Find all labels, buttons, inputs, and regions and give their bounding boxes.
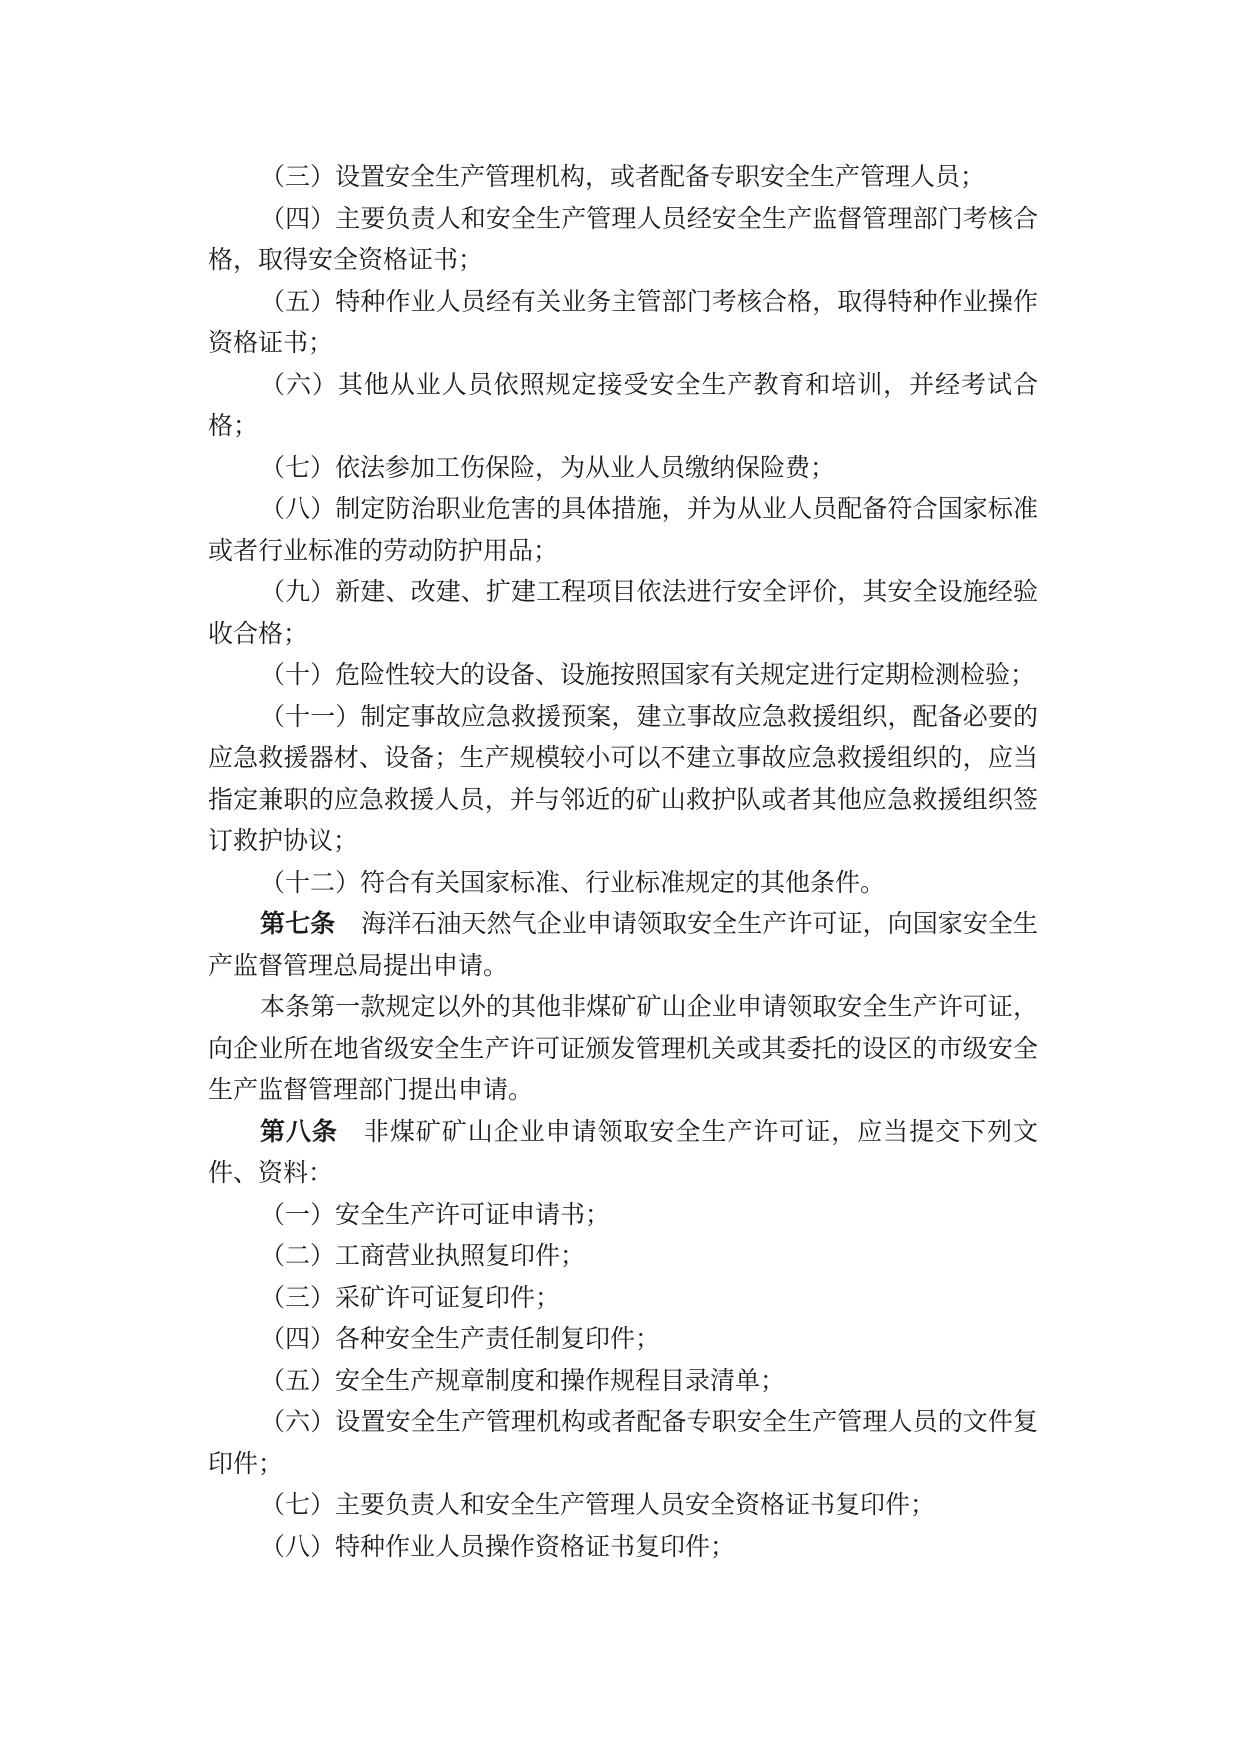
article-text: 非煤矿矿山企业申请领取安全生产许可证，应当提交下列文件、资料： (208, 1116, 1038, 1187)
document-item-7 (208, 1484, 1038, 1526)
item-text: （一）安全生产许可证申请书； (260, 1199, 611, 1229)
document-item-8 (208, 1526, 1038, 1568)
clause-text: （三）设置安全生产管理机构，或者配备专职安全生产管理人员； (260, 162, 986, 191)
clause-7 (208, 447, 1038, 489)
clause-text: （五）特种作业人员经有关业务主管部门考核合格，取得特种作业操作资格证书； (208, 286, 1038, 357)
clause-9 (208, 571, 1038, 654)
clause-text: （九）新建、改建、扩建工程项目依法进行安全评价，其安全设施经验收合格； (208, 577, 1038, 648)
clause-text: （七）依法参加工伤保险，为从业人员缴纳保险费； (260, 452, 836, 482)
clause-text: （十一）制定事故应急救援预案，建立事故应急救援组织，配备必要的应急救援器材、设备；生产规模较小可以不建立事故应急救援组织的，应当指定兼职的应急救援人员，并与邻近的矿山救护队或者其他应急救援组织签订救护协议； (208, 701, 1038, 855)
clause-text: （十）危险性较大的设备、设施按照国家有关规定进行定期检测检验； (260, 660, 1036, 689)
item-text: （七）主要负责人和安全生产管理人员安全资格证书复印件； (260, 1490, 936, 1519)
document-item-4 (208, 1318, 1038, 1360)
document-item-6 (208, 1401, 1038, 1484)
document-item-1 (208, 1194, 1038, 1236)
article-text: 本条第一款规定以外的其他非煤矿矿山企业申请领取安全生产许可证，向企业所在地省级安全生产许可证颁发管理机关或其委托的设区的市级安全生产监督管理部门提出申请。 (208, 992, 1038, 1104)
clause-5 (208, 281, 1038, 364)
item-text: （八）特种作业人员操作资格证书复印件； (260, 1531, 736, 1561)
clause-12 (208, 862, 1038, 904)
article-text: 海洋石油天然气企业申请领取安全生产许可证，向国家安全生产监督管理总局提出申请。 (208, 909, 1038, 980)
clause-4 (208, 198, 1038, 281)
item-text: （六）设置安全生产管理机构或者配备专职安全生产管理人员的文件复印件； (208, 1407, 1038, 1478)
article-8 (208, 1111, 1038, 1194)
clause-text: （四）主要负责人和安全生产管理人员经安全生产监督管理部门考核合格，取得安全资格证书； (208, 203, 1038, 274)
document-item-5 (208, 1360, 1038, 1402)
item-text: （三）采矿许可证复印件； (260, 1282, 561, 1312)
clause-3 (208, 156, 1038, 198)
clause-6 (208, 364, 1038, 447)
clause-11 (208, 696, 1038, 862)
clause-text: （八）制定防治职业危害的具体措施，并为从业人员配备符合国家标准或者行业标准的劳动防护用品； (208, 494, 1038, 565)
article-7 (208, 903, 1038, 986)
item-text: （五）安全生产规章制度和操作规程目录清单； (260, 1365, 786, 1395)
clause-text: （十二）符合有关国家标准、行业标准规定的其他条件。 (260, 867, 886, 897)
clause-8 (208, 488, 1038, 571)
item-text: （四）各种安全生产责任制复印件； (260, 1324, 661, 1353)
document-page (208, 156, 1038, 1567)
clause-10 (208, 654, 1038, 696)
article-7-paragraph-2 (208, 986, 1038, 1111)
item-text: （二）工商营业执照复印件； (260, 1241, 586, 1270)
document-item-2 (208, 1235, 1038, 1277)
article-label: 第八条 (260, 1116, 338, 1146)
article-label: 第七条 (260, 909, 336, 938)
clause-text: （六）其他从业人员依照规定接受安全生产教育和培训，并经考试合格； (208, 369, 1038, 440)
document-item-3 (208, 1277, 1038, 1319)
